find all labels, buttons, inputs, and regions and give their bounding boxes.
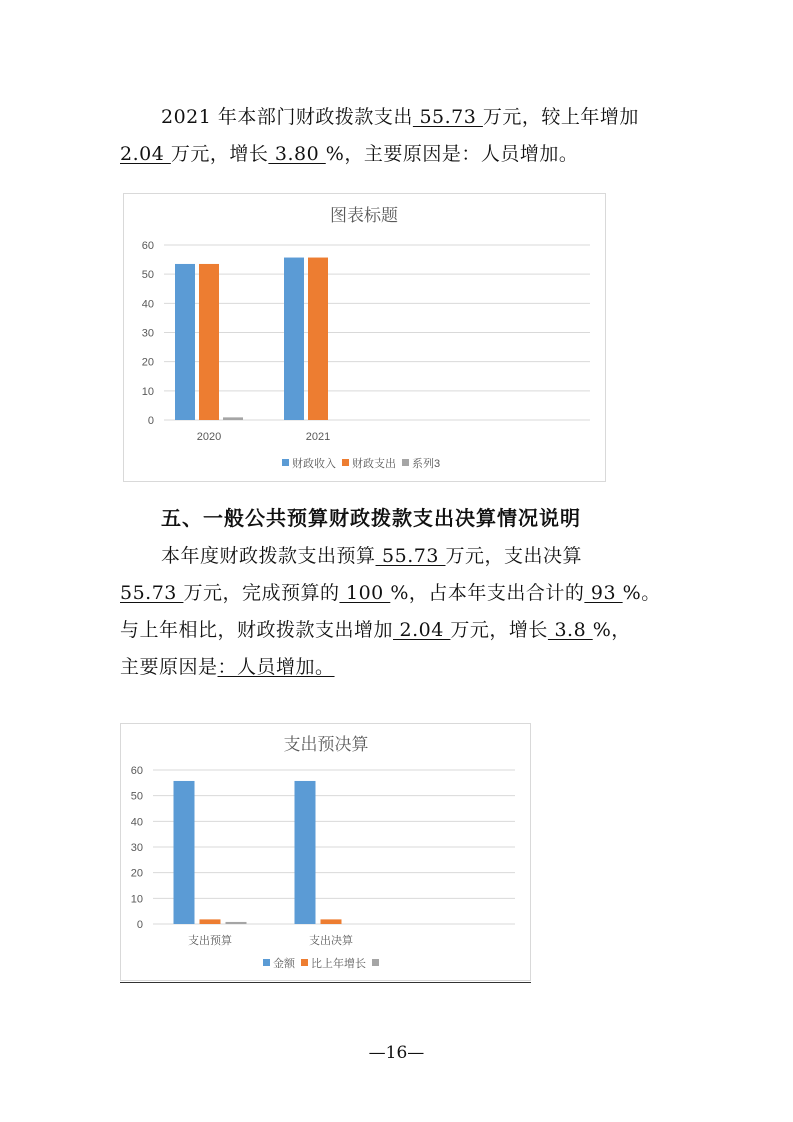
text: 万元，增长	[170, 143, 269, 165]
paragraph-line	[120, 575, 680, 612]
legend-swatch	[282, 459, 289, 466]
chart2-svg	[121, 724, 530, 980]
paragraph-line	[120, 136, 680, 173]
legend-swatch	[301, 959, 308, 966]
y-tick-label: 50	[141, 269, 154, 282]
y-tick-label: 60	[130, 765, 143, 777]
y-tick-label: 20	[141, 356, 154, 369]
y-tick-label: 30	[141, 327, 154, 340]
x-tick-label: 2021	[305, 431, 331, 443]
paragraph-expenditure-summary	[120, 99, 680, 173]
paragraph-line	[120, 649, 680, 686]
bar-2-1	[284, 258, 304, 420]
legend-swatch	[372, 959, 379, 966]
y-tick-label: 60	[141, 240, 154, 252]
divider-line	[120, 982, 531, 983]
legend-swatch	[342, 459, 349, 466]
bar-2-2	[308, 258, 328, 420]
value-increase: 2.04	[393, 619, 451, 641]
bar-1-2	[199, 264, 219, 420]
y-tick-label: 30	[130, 842, 143, 854]
value-growth-rate: 3.80	[268, 143, 326, 165]
reason-text: ：人员增加。	[217, 656, 335, 678]
text: 万元，较上年增加	[482, 106, 639, 128]
value-expenditure: 55.73	[412, 106, 483, 128]
text: %。	[622, 582, 661, 604]
bar-1-3	[223, 417, 243, 420]
bar-2-1	[295, 781, 316, 924]
legend-swatch	[263, 959, 270, 966]
chart-title: 图表标题	[330, 206, 398, 225]
text: 万元，增长	[450, 619, 548, 641]
bar-1-1	[175, 264, 195, 420]
text: 2021 年本部门财政拨款支出	[161, 106, 413, 128]
bar-1-1	[174, 781, 195, 924]
bar-2-2	[321, 919, 342, 924]
y-tick-label: 0	[147, 415, 154, 427]
chart-budget-vs-final	[120, 723, 531, 981]
chart1-svg	[124, 194, 605, 481]
text: %，	[592, 619, 631, 641]
paragraph-budget-final	[120, 538, 680, 686]
bar-1-3	[226, 922, 247, 924]
x-tick-label: 支出决算	[309, 935, 353, 947]
legend-label: 财政收入	[292, 458, 336, 470]
text: 主要原因是	[120, 656, 218, 678]
legend-label: 财政支出	[352, 458, 396, 470]
text: 与上年相比，财政拨款支出增加	[120, 619, 394, 641]
value-final: 55.73	[120, 582, 184, 604]
value-completion-rate: 100	[339, 582, 391, 604]
chart-revenue-expenditure	[123, 193, 606, 482]
bar-1-2	[200, 919, 221, 924]
paragraph-line	[120, 99, 680, 136]
y-tick-label: 40	[141, 298, 154, 311]
value-increase: 2.04	[120, 143, 171, 165]
legend-swatch	[402, 459, 409, 466]
value-budget: 55.73	[375, 545, 446, 567]
chart-title: 支出预决算	[283, 735, 369, 754]
text: 万元，完成预算的	[183, 582, 340, 604]
text: %，占本年支出合计的	[390, 582, 585, 604]
section-heading: 五、一般公共预算财政拨款支出决算情况说明	[161, 506, 581, 530]
x-tick-label: 2020	[196, 431, 222, 443]
page-number: —16—	[368, 1043, 425, 1063]
paragraph-line	[120, 612, 680, 649]
text: 万元，支出决算	[445, 545, 583, 567]
y-tick-label: 40	[130, 816, 143, 829]
y-tick-label: 20	[130, 867, 143, 880]
text: 本年度财政拨款支出预算	[161, 545, 376, 567]
y-tick-label: 50	[130, 790, 143, 803]
text: %，主要原因是：人员增加。	[325, 143, 579, 165]
paragraph-line	[120, 538, 680, 575]
legend-label: 金额	[273, 958, 295, 970]
x-tick-label: 支出预算	[188, 935, 232, 947]
y-tick-label: 10	[141, 385, 154, 398]
y-tick-label: 0	[136, 919, 143, 931]
value-growth-rate: 3.8	[547, 619, 593, 641]
value-share: 93	[584, 582, 623, 604]
y-tick-label: 10	[130, 893, 143, 906]
legend-label: 系列3	[412, 458, 441, 470]
legend-label: 比上年增长	[311, 958, 366, 970]
